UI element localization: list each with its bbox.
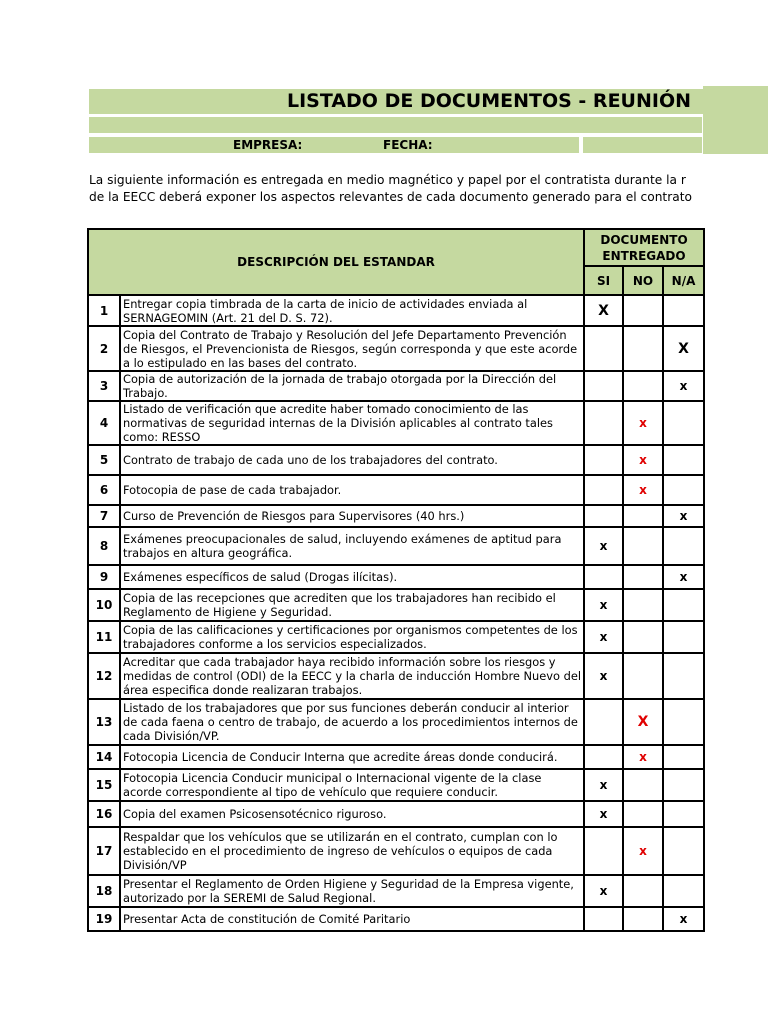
table-row	[88, 621, 704, 653]
row-description: Copia del examen Psicosensotécnico riguroso.	[120, 801, 584, 827]
row-number: 1	[88, 295, 120, 326]
mark-na	[663, 621, 704, 653]
mark-na: X	[663, 326, 704, 371]
row-description: Presentar Acta de constitución de Comité Paritario	[120, 907, 584, 931]
mark-si: X	[584, 295, 623, 326]
fecha-label: FECHA:	[383, 138, 433, 152]
mark-no	[623, 371, 663, 401]
mark-no	[623, 907, 663, 931]
row-number: 5	[88, 445, 120, 475]
mark-si	[584, 565, 623, 589]
mark-si: x	[584, 589, 623, 621]
table-row	[88, 653, 704, 699]
mark-no	[623, 769, 663, 801]
row-description: Fotocopia Licencia Conducir municipal o Internacional vigente de la clase acorde correspondiente al tipo de vehículo que requiere conducir.	[120, 769, 584, 801]
table-row	[88, 745, 704, 769]
table-row	[88, 401, 704, 445]
header-right-block	[703, 86, 768, 154]
mark-si	[584, 907, 623, 931]
col-header-description: DESCRIPCIÓN DEL ESTANDAR	[88, 229, 584, 295]
mark-no	[623, 801, 663, 827]
mark-na	[663, 445, 704, 475]
row-number: 17	[88, 827, 120, 875]
row-description: Respaldar que los vehículos que se utilizarán en el contrato, cumplan con lo establecido en el procedimiento de ingreso de vehículos o equipos de cada División/VP	[120, 827, 584, 875]
mark-no	[623, 505, 663, 527]
mark-na	[663, 699, 704, 745]
row-number: 12	[88, 653, 120, 699]
row-description: Fotocopia de pase de cada trabajador.	[120, 475, 584, 505]
mark-no: X	[623, 699, 663, 745]
mark-na	[663, 875, 704, 907]
table-row	[88, 326, 704, 371]
row-number: 4	[88, 401, 120, 445]
mark-na	[663, 527, 704, 565]
mark-no: x	[623, 401, 663, 445]
table-row	[88, 565, 704, 589]
mark-na	[663, 801, 704, 827]
mark-si: x	[584, 621, 623, 653]
row-number: 2	[88, 326, 120, 371]
mark-no: x	[623, 475, 663, 505]
mark-na	[663, 827, 704, 875]
intro-line-2: de la EECC deberá exponer los aspectos relevantes de cada documento generado para el contrato	[89, 190, 692, 204]
mark-no: x	[623, 827, 663, 875]
header-spacer-band	[89, 117, 702, 133]
mark-si: x	[584, 653, 623, 699]
row-number: 8	[88, 527, 120, 565]
row-number: 3	[88, 371, 120, 401]
row-number: 9	[88, 565, 120, 589]
row-number: 14	[88, 745, 120, 769]
mark-na: x	[663, 505, 704, 527]
intro-paragraph	[89, 172, 768, 206]
col-header-na: N/A	[663, 266, 704, 295]
page-title: LISTADO DE DOCUMENTOS - REUNIÓN	[286, 90, 691, 112]
table-row	[88, 445, 704, 475]
mark-si	[584, 745, 623, 769]
col-header-si: SI	[584, 266, 623, 295]
mark-si	[584, 827, 623, 875]
mark-si: x	[584, 769, 623, 801]
row-number: 6	[88, 475, 120, 505]
empresa-label: EMPRESA:	[233, 138, 303, 152]
table-row	[88, 875, 704, 907]
table-row	[88, 801, 704, 827]
col-header-documento: DOCUMENTO ENTREGADO	[584, 229, 704, 266]
row-description: Entregar copia timbrada de la carta de inicio de actividades enviada al SERNAGEOMIN (Art. 21 del D. S. 72).	[120, 295, 584, 326]
row-description: Contrato de trabajo de cada uno de los trabajadores del contrato.	[120, 445, 584, 475]
empresa-fecha-band	[89, 137, 579, 153]
mark-si: x	[584, 875, 623, 907]
row-description: Listado de verificación que acredite haber tomado conocimiento de las normativas de seguridad internas de la División aplicables al contrato tales como: RESSO	[120, 401, 584, 445]
mark-na: x	[663, 565, 704, 589]
table-row	[88, 589, 704, 621]
mark-na	[663, 769, 704, 801]
mark-na	[663, 745, 704, 769]
mark-no	[623, 621, 663, 653]
mark-no	[623, 875, 663, 907]
mark-si: x	[584, 801, 623, 827]
row-description: Copia de las recepciones que acrediten que los trabajadores han recibido el Reglamento de Higiene y Seguridad.	[120, 589, 584, 621]
mark-no: x	[623, 745, 663, 769]
row-description: Copia de autorización de la jornada de trabajo otorgada por la Dirección del Trabajo.	[120, 371, 584, 401]
mark-no	[623, 295, 663, 326]
row-description: Copia de las calificaciones y certificaciones por organismos competentes de los trabajadores conforme a los servicios especializados.	[120, 621, 584, 653]
row-number: 15	[88, 769, 120, 801]
documents-table	[87, 228, 705, 932]
row-description: Presentar el Reglamento de Orden Higiene y Seguridad de la Empresa vigente, autorizado por la SEREMI de Salud Regional.	[120, 875, 584, 907]
mark-si	[584, 371, 623, 401]
table-row	[88, 769, 704, 801]
row-number: 11	[88, 621, 120, 653]
mark-no	[623, 589, 663, 621]
mark-si	[584, 699, 623, 745]
mark-no	[623, 565, 663, 589]
row-description: Listado de los trabajadores que por sus funciones deberán conducir al interior de cada faena o centro de trabajo, de acuerdo a los procedimientos internos de cada División/VP.	[120, 699, 584, 745]
mark-si	[584, 401, 623, 445]
mark-na: x	[663, 371, 704, 401]
fecha-value-band	[583, 137, 702, 153]
mark-na: x	[663, 907, 704, 931]
mark-na	[663, 475, 704, 505]
row-description: Exámenes específicos de salud (Drogas ilícitas).	[120, 565, 584, 589]
mark-na	[663, 401, 704, 445]
mark-no	[623, 326, 663, 371]
table-row	[88, 699, 704, 745]
mark-si	[584, 505, 623, 527]
row-number: 18	[88, 875, 120, 907]
mark-si	[584, 326, 623, 371]
table-row	[88, 827, 704, 875]
mark-no: x	[623, 445, 663, 475]
mark-na	[663, 589, 704, 621]
table-row	[88, 505, 704, 527]
table-row	[88, 295, 704, 326]
table-row	[88, 475, 704, 505]
row-number: 19	[88, 907, 120, 931]
row-description: Fotocopia Licencia de Conducir Interna que acredite áreas donde conducirá.	[120, 745, 584, 769]
row-description: Curso de Prevención de Riesgos para Supervisores (40 hrs.)	[120, 505, 584, 527]
mark-na	[663, 295, 704, 326]
mark-si	[584, 475, 623, 505]
col-header-no: NO	[623, 266, 663, 295]
mark-no	[623, 653, 663, 699]
table-row	[88, 907, 704, 931]
row-number: 16	[88, 801, 120, 827]
table-row	[88, 371, 704, 401]
mark-si: x	[584, 527, 623, 565]
mark-no	[623, 527, 663, 565]
row-number: 7	[88, 505, 120, 527]
row-number: 13	[88, 699, 120, 745]
row-description: Exámenes preocupacionales de salud, incluyendo exámenes de aptitud para trabajos en altura geográfica.	[120, 527, 584, 565]
mark-na	[663, 653, 704, 699]
intro-line-1: La siguiente información es entregada en medio magnético y papel por el contratista durante la r	[89, 173, 686, 187]
row-description: Acreditar que cada trabajador haya recibido información sobre los riesgos y medidas de control (ODI) de la EECC y la charla de inducción Hombre Nuevo del área especifica donde realizaran trabajos.	[120, 653, 584, 699]
table-row	[88, 527, 704, 565]
row-description: Copia del Contrato de Trabajo y Resolución del Jefe Departamento Prevención de Riesgos, el Prevencionista de Riesgos, según corresponda y que este acorde a lo estipulado en las bases del contrato.	[120, 326, 584, 371]
row-number: 10	[88, 589, 120, 621]
mark-si	[584, 445, 623, 475]
